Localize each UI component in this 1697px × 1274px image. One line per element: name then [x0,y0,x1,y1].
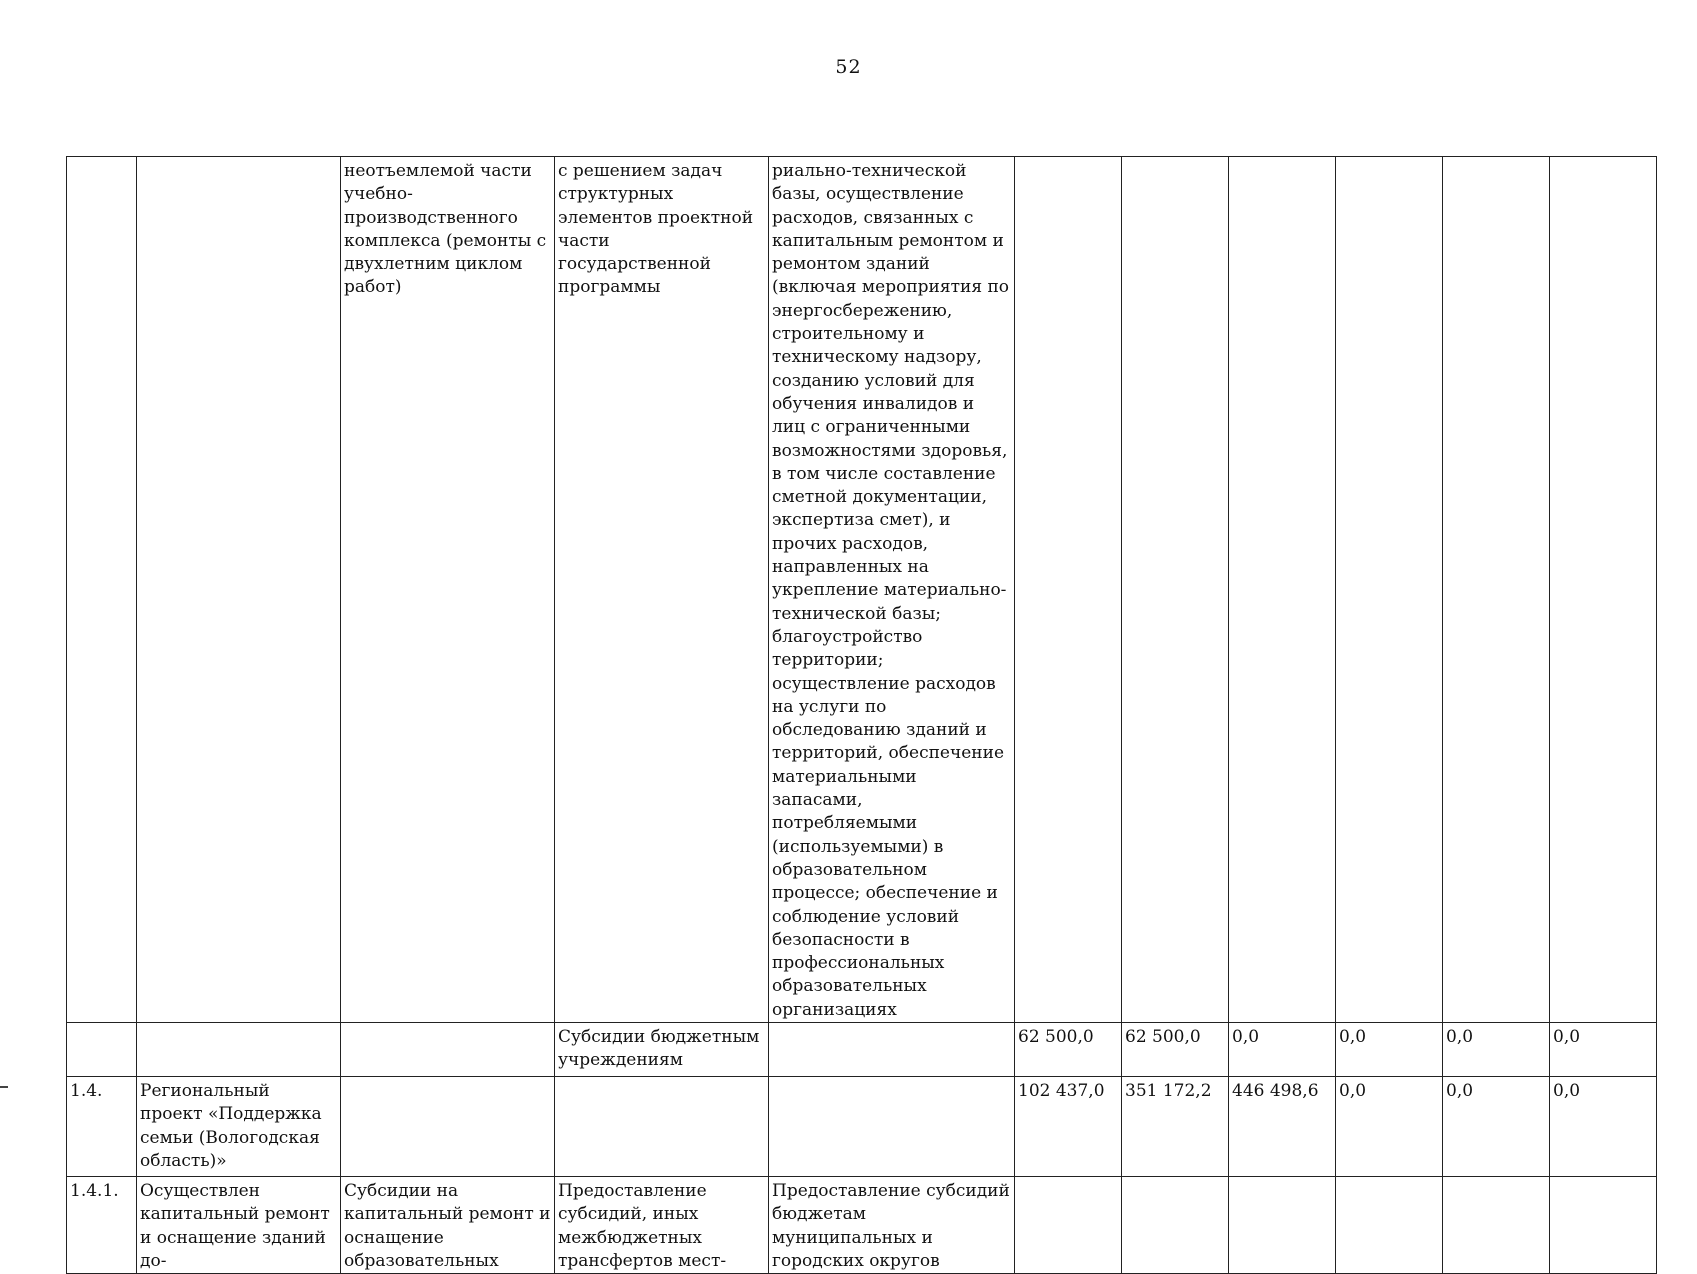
cell-value [1336,1176,1443,1273]
cell-value: 0,0 [1443,1022,1550,1076]
program-table [66,156,1657,1274]
table-row [67,1022,1657,1076]
margin-mark [0,1086,8,1088]
cell-value: 0,0 [1550,1022,1657,1076]
cell-number: 1.4. [67,1076,137,1176]
cell-direction [769,1022,1015,1076]
table-row [67,1076,1657,1176]
cell-value [1122,1176,1229,1273]
table-row [67,157,1657,1023]
cell-value [1336,157,1443,1023]
cell-number [67,157,137,1023]
cell-description [341,1022,555,1076]
cell-value [1015,1176,1122,1273]
page-number: 52 [835,56,862,78]
cell-value [1122,157,1229,1023]
cell-description [341,1076,555,1176]
cell-expense-type: Субсидии бюджетным учреждениям [555,1022,769,1076]
cell-number: 1.4.1. [67,1176,137,1273]
cell-value [1229,1176,1336,1273]
cell-value: 446 498,6 [1229,1076,1336,1176]
cell-value: 0,0 [1550,1076,1657,1176]
cell-value [1443,1176,1550,1273]
cell-description: Субсидии на капитальный ремонт и оснащение образовательных [341,1176,555,1273]
cell-direction: риально-технической базы, осуществление расходов, связанных с капитальным ремонтом и ремонтом зданий (включая мероприятия по энергосбережению, строительному и техническому надзору, созданию условий для обучения инвалидов и лиц с ограниченными возможностями здоровья, в том числе составление сметной документации, экспертиза смет), и прочих расходов, направленных на укрепление материально-технической базы; благоустройство территории; осуществление расходов на услуги по обследованию зданий и территорий, обеспечение материальными запасами, потребляемыми (используемыми) в образовательном процессе; обеспечение и соблюдение условий безопасности в профессиональных образовательных организациях [769,157,1015,1023]
cell-name: Региональный проект «Поддержка семьи (Вологодская область)» [137,1076,341,1176]
cell-value: 62 500,0 [1122,1022,1229,1076]
cell-value [1550,157,1657,1023]
cell-value [1229,157,1336,1023]
cell-direction [769,1076,1015,1176]
cell-value: 351 172,2 [1122,1076,1229,1176]
cell-value: 0,0 [1443,1076,1550,1176]
table-row [67,1176,1657,1273]
cell-expense-type [555,1076,769,1176]
cell-value [1015,157,1122,1023]
cell-name [137,157,341,1023]
cell-direction: Предоставление субсидий бюджетам муниципальных и городских округов [769,1176,1015,1273]
cell-value [1550,1176,1657,1273]
cell-description: неотъемлемой части учебно-производственного комплекса (ремонты с двухлетним циклом работ) [341,157,555,1023]
cell-expense-type: с решением задач структурных элементов проектной части государственной программы [555,157,769,1023]
cell-value [1443,157,1550,1023]
cell-name [137,1022,341,1076]
cell-name: Осуществлен капитальный ремонт и оснащение зданий до- [137,1176,341,1273]
cell-value: 0,0 [1229,1022,1336,1076]
cell-value: 0,0 [1336,1076,1443,1176]
cell-number [67,1022,137,1076]
cell-expense-type: Предоставление субсидий, иных межбюджетных трансфертов мест- [555,1176,769,1273]
cell-value: 102 437,0 [1015,1076,1122,1176]
cell-value: 62 500,0 [1015,1022,1122,1076]
cell-value: 0,0 [1336,1022,1443,1076]
